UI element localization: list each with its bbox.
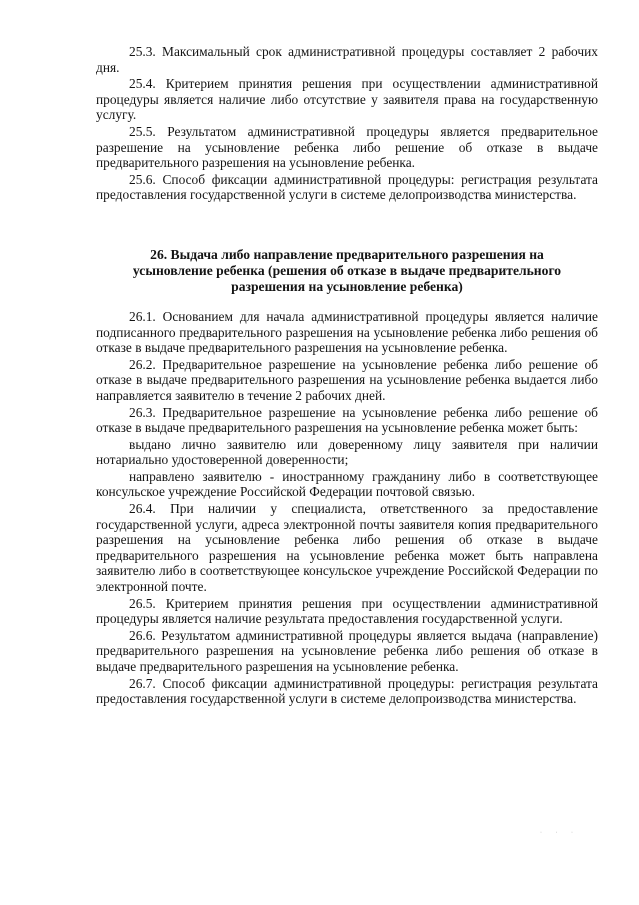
paragraph-26-3: 26.3. Предварительное разрешение на усыновление ребенка либо решение об отказе в выдаче предварительного разрешения на усыновление ребенка может быть: — [96, 404, 598, 436]
section-title-26: 26. Выдача либо направление предварительного разрешения на усыновление ребенка (решения об отказе в выдаче предварительного разрешения на усыновление ребенка) — [132, 246, 562, 294]
paragraph-26-5: 26.5. Критерием принятия решения при осуществлении административной процедуры является наличие результата предоставления государственной услуги. — [96, 595, 598, 627]
paragraph-26-1: 26.1. Основанием для начала административной процедуры является наличие подписанного предварительного разрешения на усыновление ребенка либо решения об отказе в выдаче предварительного разрешения на усыновление ребенка. — [96, 308, 598, 356]
paragraph-25-3: 25.3. Максимальный срок административной процедуры составляет 2 рабочих дня. — [96, 44, 598, 75]
paragraph-26-3-item-2: направлено заявителю - иностранному гражданину либо в соответствующее консульское учреждение Российской Федерации почтовой связью. — [96, 468, 598, 500]
paragraph-26-3-item-1: выдано лично заявителю или доверенному лицу заявителя при наличии нотариально удостоверенной доверенности; — [96, 436, 598, 468]
paragraph-26-7: 26.7. Способ фиксации административной процедуры: регистрация результата предоставления государственной услуги в системе делопроизводства министерства. — [96, 675, 598, 707]
scan-specks: · · · — [540, 830, 579, 836]
paragraph-26-4: 26.4. При наличии у специалиста, ответственного за предоставление государственной услуги, адреса электронной почты заявителя копия предварительного разрешения на усыновление ребенка либо решения об отказе в выдаче предварительного разрешения на усыновление ребенка может быть направлена заявителю либо в соответствующее консульское учреждение Российской Федерации по электронной почте. — [96, 501, 598, 595]
paragraph-26-2: 26.2. Предварительное разрешение на усыновление ребенка либо решение об отказе в выдаче предварительного разрешения на усыновление ребенка выдается либо направляется заявителю в течение 2 рабочих дней. — [96, 356, 598, 403]
paragraph-25-6: 25.6. Способ фиксации административной процедуры: регистрация результата предоставления государственной услуги в системе делопроизводства министерства. — [96, 171, 598, 203]
paragraph-25-5: 25.5. Результатом административной процедуры является предварительное разрешение на усыновление ребенка либо решение об отказе в выдаче предварительного разрешения на усыновление ребенка. — [96, 123, 598, 171]
paragraph-26-6: 26.6. Результатом административной процедуры является выдача (направление) предварительного разрешения на усыновление ребенка либо решения об отказе в выдаче предварительного разрешения на усыновление ребенка. — [96, 627, 598, 674]
document-page — [96, 44, 598, 708]
paragraph-25-4: 25.4. Критерием принятия решения при осуществлении административной процедуры является наличие либо отсутствие у заявителя права на государственную услугу. — [96, 76, 598, 123]
